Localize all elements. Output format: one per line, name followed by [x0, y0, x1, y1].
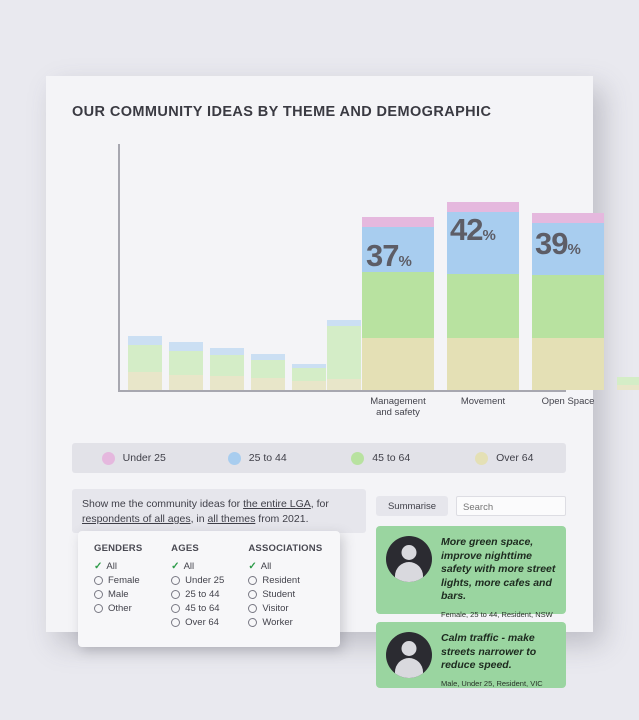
sentence-text: , in — [190, 513, 208, 525]
legend-item-25to44[interactable] — [196, 452, 320, 465]
y-axis — [118, 144, 120, 392]
filter-option-under25[interactable] — [171, 575, 248, 586]
bar-column — [169, 342, 203, 390]
avatar — [386, 536, 432, 582]
quote-meta: Female, 25 to 44, Resident, NSW — [441, 609, 553, 619]
filter-option-resident[interactable] — [248, 575, 340, 586]
bar-segment-25to44 — [128, 336, 162, 345]
filter-option-visitor[interactable] — [248, 603, 340, 614]
check-icon: ✓ — [171, 561, 180, 572]
bar-column — [292, 364, 326, 390]
legend-label: Under 25 — [122, 452, 166, 464]
data-label-movement: 42% — [450, 212, 496, 247]
bar-segment-45to64 — [169, 351, 203, 375]
bar-segment-25to44 — [169, 342, 203, 351]
legend-swatch-icon — [102, 452, 115, 465]
legend-label: 25 to 44 — [248, 452, 287, 464]
avatar-body-icon — [395, 658, 423, 678]
bar-segment-over64 — [532, 338, 604, 390]
filter-option-student[interactable] — [248, 589, 340, 600]
stacked-bar-chart — [72, 134, 595, 424]
filter-option-label: Other — [108, 603, 132, 614]
filter-option-all[interactable] — [94, 561, 171, 572]
legend-item-45to64[interactable] — [319, 452, 443, 465]
bar-segment-over64 — [292, 381, 326, 390]
filter-option-label: Female — [108, 575, 140, 586]
bar-segment-under25 — [447, 202, 519, 212]
filter-option-worker[interactable] — [248, 617, 340, 628]
bar-column — [327, 320, 361, 390]
radio-icon — [248, 618, 257, 627]
filter-option-label: Worker — [262, 617, 293, 628]
sentence-text: from 2021. — [255, 513, 309, 525]
avatar-body-icon — [395, 562, 423, 582]
radio-icon — [94, 604, 103, 613]
filter-option-label: All — [106, 561, 117, 572]
filter-option-label: Resident — [262, 575, 300, 586]
filter-option-label: Over 64 — [185, 617, 219, 628]
bar-segment-45to64 — [362, 272, 434, 338]
filter-option-45to64[interactable] — [171, 603, 248, 614]
filter-group-heading: GENDERS — [94, 543, 143, 554]
bar-segment-over64 — [210, 376, 244, 390]
bar-segment-45to64 — [128, 345, 162, 372]
bar-segment-over64 — [447, 338, 519, 390]
filter-option-label: All — [183, 561, 195, 572]
legend-label: 45 to 64 — [372, 452, 411, 464]
filter-option-all[interactable] — [248, 561, 340, 572]
filter-popup — [78, 531, 340, 647]
radio-icon — [94, 576, 103, 585]
bar-segment-over64 — [617, 385, 639, 390]
chart-legend — [72, 443, 566, 473]
filter-link-themes[interactable]: all themes — [207, 513, 256, 525]
filter-option-label: Student — [262, 589, 296, 600]
bar-segment-45to64 — [251, 360, 285, 378]
x-tick-management: Management and safety — [370, 396, 426, 418]
filter-option-25to44[interactable] — [171, 589, 248, 600]
radio-icon — [248, 604, 257, 613]
filter-group-ages — [171, 543, 248, 647]
radio-icon — [248, 576, 257, 585]
bar-column — [128, 336, 162, 390]
bar-segment-45to64 — [210, 355, 244, 376]
x-tick-movement: Movement — [460, 396, 506, 407]
filter-option-all[interactable] — [171, 561, 248, 572]
bar-segment-25to44 — [210, 348, 244, 355]
filter-option-other[interactable] — [94, 603, 171, 614]
quote-text: Calm traffic - make streets narrower to reduce speed. — [441, 632, 537, 671]
avatar-head-icon — [402, 641, 417, 656]
legend-item-over64[interactable] — [443, 452, 567, 465]
query-sentence — [72, 489, 366, 533]
filter-group-heading: ASSOCIATIONS — [248, 543, 323, 554]
radio-icon — [171, 618, 180, 627]
filter-option-female[interactable] — [94, 575, 171, 586]
x-axis — [118, 390, 566, 392]
legend-swatch-icon — [351, 452, 364, 465]
filter-option-label: 45 to 64 — [185, 603, 220, 614]
quote-body — [441, 536, 556, 619]
bar-column — [617, 377, 639, 390]
quote-meta: Male, Under 25, Resident, VIC — [441, 678, 543, 688]
filter-option-label: Male — [108, 589, 129, 600]
page-title: OUR COMMUNITY IDEAS BY THEME AND DEMOGRAPHIC — [72, 104, 492, 120]
bar-segment-45to64 — [617, 377, 639, 385]
bar-segment-over64 — [251, 378, 285, 390]
filter-link-area[interactable]: the entire LGA — [243, 498, 311, 510]
sentence-text: Show me the community ideas for — [82, 498, 244, 510]
avatar — [386, 632, 432, 678]
legend-swatch-icon — [228, 452, 241, 465]
filter-option-label: All — [260, 561, 272, 572]
quote-body — [441, 632, 556, 688]
legend-swatch-icon — [475, 452, 488, 465]
data-label-openspace: 39% — [535, 226, 581, 261]
avatar-head-icon — [402, 545, 417, 560]
bar-segment-45to64 — [447, 274, 519, 338]
filter-link-respondents[interactable]: respondents of all ages — [82, 513, 191, 525]
bar-segment-over64 — [128, 372, 162, 390]
filter-option-label: Under 25 — [185, 575, 225, 586]
radio-icon — [94, 590, 103, 599]
bar-segment-under25 — [362, 217, 434, 227]
check-icon: ✓ — [94, 561, 103, 572]
filter-group-genders — [94, 543, 171, 647]
radio-icon — [171, 590, 180, 599]
filter-option-over64[interactable] — [171, 617, 248, 628]
bar-segment-over64 — [169, 375, 203, 390]
filter-group-heading: AGES — [171, 543, 199, 554]
quote-card[interactable] — [376, 526, 566, 619]
legend-item-under25[interactable] — [72, 452, 196, 465]
search-field[interactable] — [456, 496, 566, 516]
dashboard-card — [46, 76, 595, 688]
check-icon: ✓ — [248, 561, 257, 572]
radio-icon — [171, 576, 180, 585]
filter-option-label: 25 to 44 — [185, 589, 220, 600]
bar-segment-45to64 — [292, 368, 326, 381]
legend-label: Over 64 — [496, 452, 534, 464]
filter-group-associations — [248, 543, 340, 647]
bar-column — [251, 354, 285, 390]
bar-column — [210, 348, 244, 390]
quote-text: More green space, improve nighttime safety with more street lights, more cafes and bars. — [441, 536, 556, 602]
bar-segment-over64 — [362, 338, 434, 390]
quote-card[interactable] — [376, 622, 566, 688]
search-input[interactable] — [457, 499, 565, 517]
filter-option-male[interactable] — [94, 589, 171, 600]
bar-segment-45to64 — [327, 326, 361, 379]
sentence-text: , for — [310, 498, 329, 510]
x-tick-openspace: Open Space — [541, 396, 595, 407]
filter-option-label: Visitor — [262, 603, 289, 614]
radio-icon — [248, 590, 257, 599]
summarise-button[interactable]: Summarise — [376, 496, 448, 516]
bar-segment-under25 — [532, 213, 604, 223]
bar-segment-45to64 — [532, 275, 604, 338]
data-label-management: 37% — [366, 238, 412, 273]
radio-icon — [171, 604, 180, 613]
bar-segment-over64 — [327, 379, 361, 390]
